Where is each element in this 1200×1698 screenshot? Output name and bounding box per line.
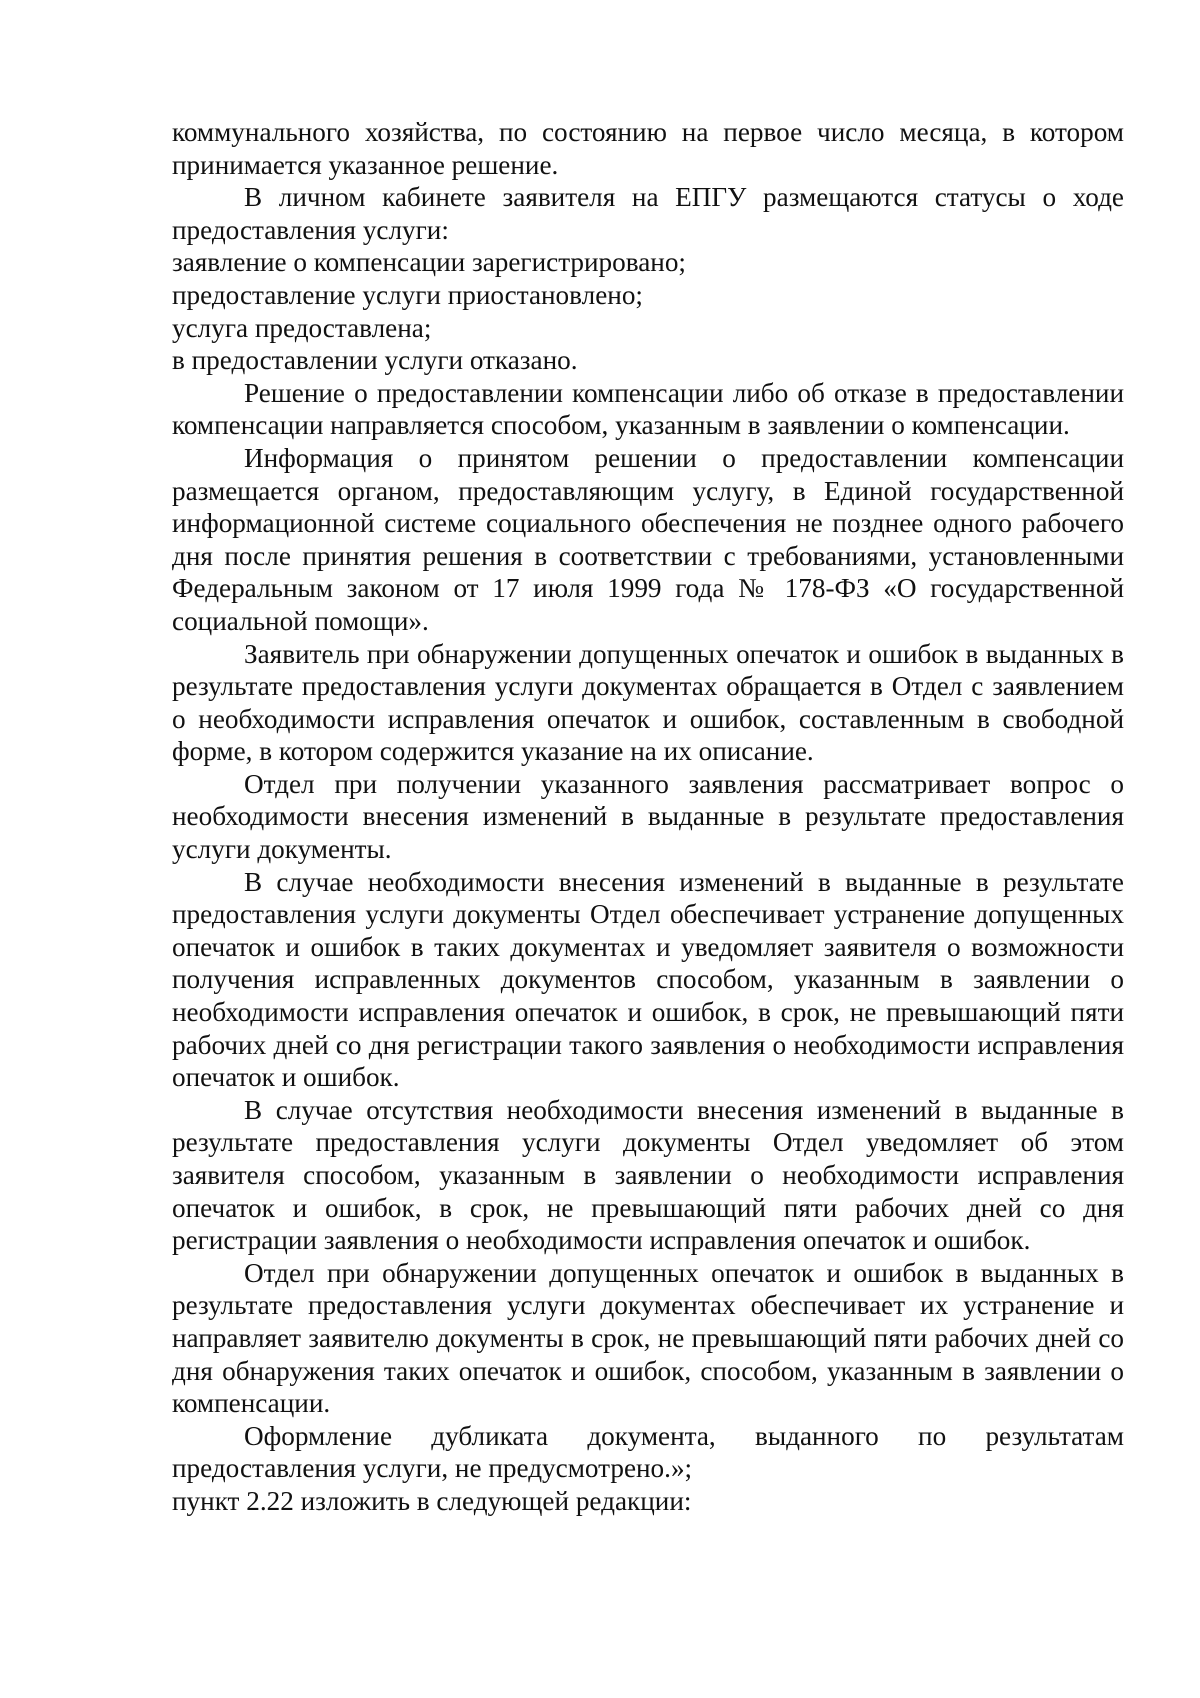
status-list-item: услуга предоставлена; xyxy=(172,312,432,343)
paragraph-duplicate: Оформление дубликата документа, выданного по результатам предоставления услуги, не предусмотрено.»; xyxy=(172,1420,1124,1484)
paragraph-decision-publication: Информация о принятом решении о предоставлении компенсации размещается органом, предоставляющим услугу, в Единой государственной информационной системе социального обеспечения не позднее одного рабочего дня после принятия решения в соответствии с требованиями, установленными Федеральным законом от 17 июля 1999 года № 178-ФЗ «О государственной социальной помощи». xyxy=(172,442,1124,636)
status-list-item: в предоставлении услуги отказано. xyxy=(172,345,578,376)
paragraph-decision-delivery: Решение о предоставлении компенсации либо об отказе в предоставлении компенсации направляется способом, указанным в заявлении о компенсации. xyxy=(172,377,1124,441)
status-list-item: предоставление услуги приостановлено; xyxy=(172,279,643,310)
paragraph-typo-no-correction: В случае отсутствия необходимости внесения изменений в выданные в результате предоставления услуги документы Отдел уведомляет об этом заявителя способом, указанным в заявлении о необходимости исправления опечаток и ошибок, в срок, не превышающий пяти рабочих дней со дня регистрации заявления о необходимости исправления опечаток и ошибок. xyxy=(172,1094,1124,1256)
status-list-item: заявление о компенсации зарегистрировано; xyxy=(172,247,686,278)
paragraph-typo-correction: В случае необходимости внесения изменений в выданные в результате предоставления услуги документы Отдел обеспечивает устранение допущенных опечаток и ошибок в таких документах и уведомляет заявителя о возможности получения исправленных документов способом, указанным в заявлении о необходимости исправления опечаток и ошибок, в срок, не превышающий пяти рабочих дней со дня регистрации такого заявления о необходимости исправления опечаток и ошибок. xyxy=(172,866,1124,1093)
paragraph-typo-self-detected: Отдел при обнаружении допущенных опечаток и ошибок в выданных в результате предоставления услуги документах обеспечивает их устранение и направляет заявителю документы в срок, не превышающий пяти рабочих дней со дня обнаружения таких опечаток и ошибок, способом, указанным в заявлении о компенсации. xyxy=(172,1257,1124,1419)
document-page xyxy=(172,116,1124,1518)
paragraph-typo-review: Отдел при получении указанного заявления рассматривает вопрос о необходимости внесения изменений в выданные в результате предоставления услуги документы. xyxy=(172,768,1124,865)
paragraph-continuation: коммунального хозяйства, по состоянию на первое число месяца, в котором принимается указанное решение. xyxy=(172,117,1124,180)
paragraph-typo-request: Заявитель при обнаружении допущенных опечаток и ошибок в выданных в результате предоставления услуги документах обращается в Отдел с заявлением о необходимости исправления опечаток и ошибок, составленным в свободной форме, в котором содержится указание на их описание. xyxy=(172,638,1124,767)
paragraph-statuses-intro: В личном кабинете заявителя на ЕПГУ размещаются статусы о ходе предоставления услуги: xyxy=(172,182,1124,245)
paragraph-amendment-clause: пункт 2.22 изложить в следующей редакции: xyxy=(172,1485,692,1516)
